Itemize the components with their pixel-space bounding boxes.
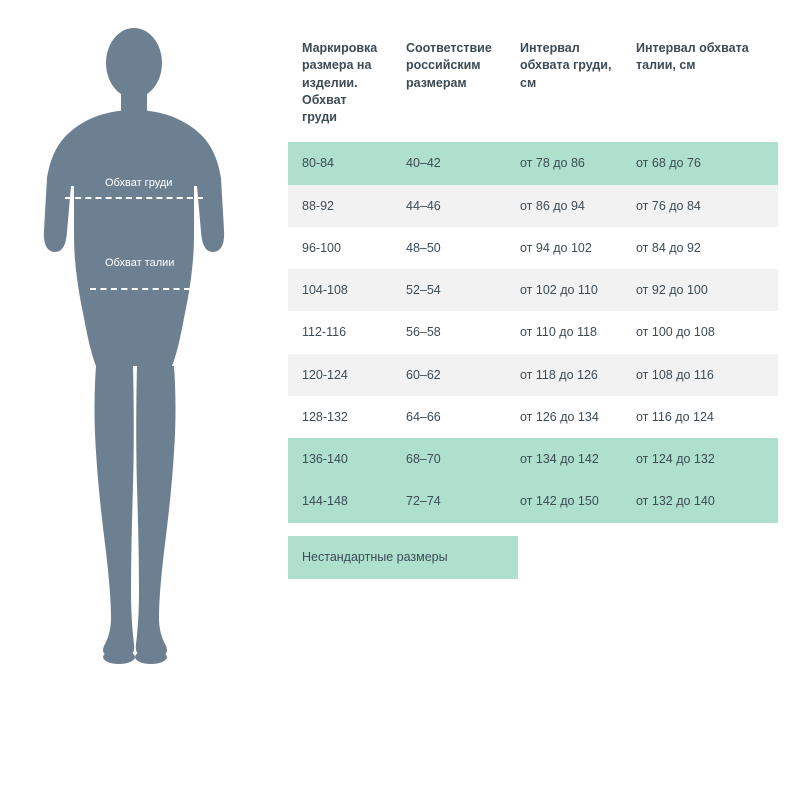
waist-measure-label: Обхват талии (96, 252, 183, 276)
cell-chest-range: от 86 до 94 (506, 185, 622, 227)
table-row (288, 438, 778, 480)
cell-waist-range: от 108 до 116 (622, 354, 778, 396)
cell-waist-range: от 116 до 124 (622, 396, 778, 438)
column-header-russian-size: Соответствие российским размерам (406, 41, 492, 90)
body-figure-panel (0, 0, 280, 700)
cell-marking: 80-84 (288, 142, 392, 184)
cell-russian-size: 68–70 (392, 438, 506, 480)
cell-waist-range: от 84 до 92 (622, 227, 778, 269)
cell-chest-range: от 142 до 150 (506, 480, 622, 522)
cell-marking: 112-116 (288, 311, 392, 353)
cell-russian-size: 44–46 (392, 185, 506, 227)
cell-russian-size: 48–50 (392, 227, 506, 269)
table-row (288, 142, 778, 184)
cell-chest-range: от 94 до 102 (506, 227, 622, 269)
chest-measure-label: Обхват груди (96, 172, 181, 196)
table-row (288, 227, 778, 269)
table-row (288, 311, 778, 353)
cell-russian-size: 64–66 (392, 396, 506, 438)
cell-marking: 88-92 (288, 185, 392, 227)
cell-chest-range: от 126 до 134 (506, 396, 622, 438)
cell-chest-range: от 78 до 86 (506, 142, 622, 184)
cell-russian-size: 56–58 (392, 311, 506, 353)
cell-marking: 104-108 (288, 269, 392, 311)
cell-waist-range: от 76 до 84 (622, 185, 778, 227)
table-header-row (288, 34, 778, 142)
cell-marking: 120-124 (288, 354, 392, 396)
waist-measure-line (90, 288, 190, 290)
cell-russian-size: 52–54 (392, 269, 506, 311)
cell-waist-range: от 124 до 132 (622, 438, 778, 480)
column-header-marking: Маркировка размера на изделии. Обхват груди (302, 41, 378, 124)
cell-marking: 128-132 (288, 396, 392, 438)
cell-chest-range: от 134 до 142 (506, 438, 622, 480)
cell-chest-range: от 102 до 110 (506, 269, 622, 311)
chest-measure-line (65, 197, 203, 199)
size-chart-table (288, 34, 778, 523)
cell-russian-size: 60–62 (392, 354, 506, 396)
cell-waist-range: от 68 до 76 (622, 142, 778, 184)
cell-russian-size: 40–42 (392, 142, 506, 184)
table-row (288, 396, 778, 438)
male-body-silhouette (0, 0, 280, 700)
column-header-chest-range: Интервал обхвата груди, см (520, 41, 612, 90)
cell-chest-range: от 118 до 126 (506, 354, 622, 396)
cell-waist-range: от 132 до 140 (622, 480, 778, 522)
cell-marking: 96-100 (288, 227, 392, 269)
column-header-waist-range: Интервал обхвата талии, см (636, 41, 749, 73)
table-row (288, 269, 778, 311)
table-row (288, 480, 778, 522)
cell-waist-range: от 92 до 100 (622, 269, 778, 311)
cell-marking: 144-148 (288, 480, 392, 522)
table-row (288, 354, 778, 396)
cell-waist-range: от 100 до 108 (622, 311, 778, 353)
nonstandard-sizes-note: Нестандартные размеры (288, 536, 518, 579)
cell-marking: 136-140 (288, 438, 392, 480)
cell-chest-range: от 110 до 118 (506, 311, 622, 353)
table-row (288, 185, 778, 227)
cell-russian-size: 72–74 (392, 480, 506, 522)
